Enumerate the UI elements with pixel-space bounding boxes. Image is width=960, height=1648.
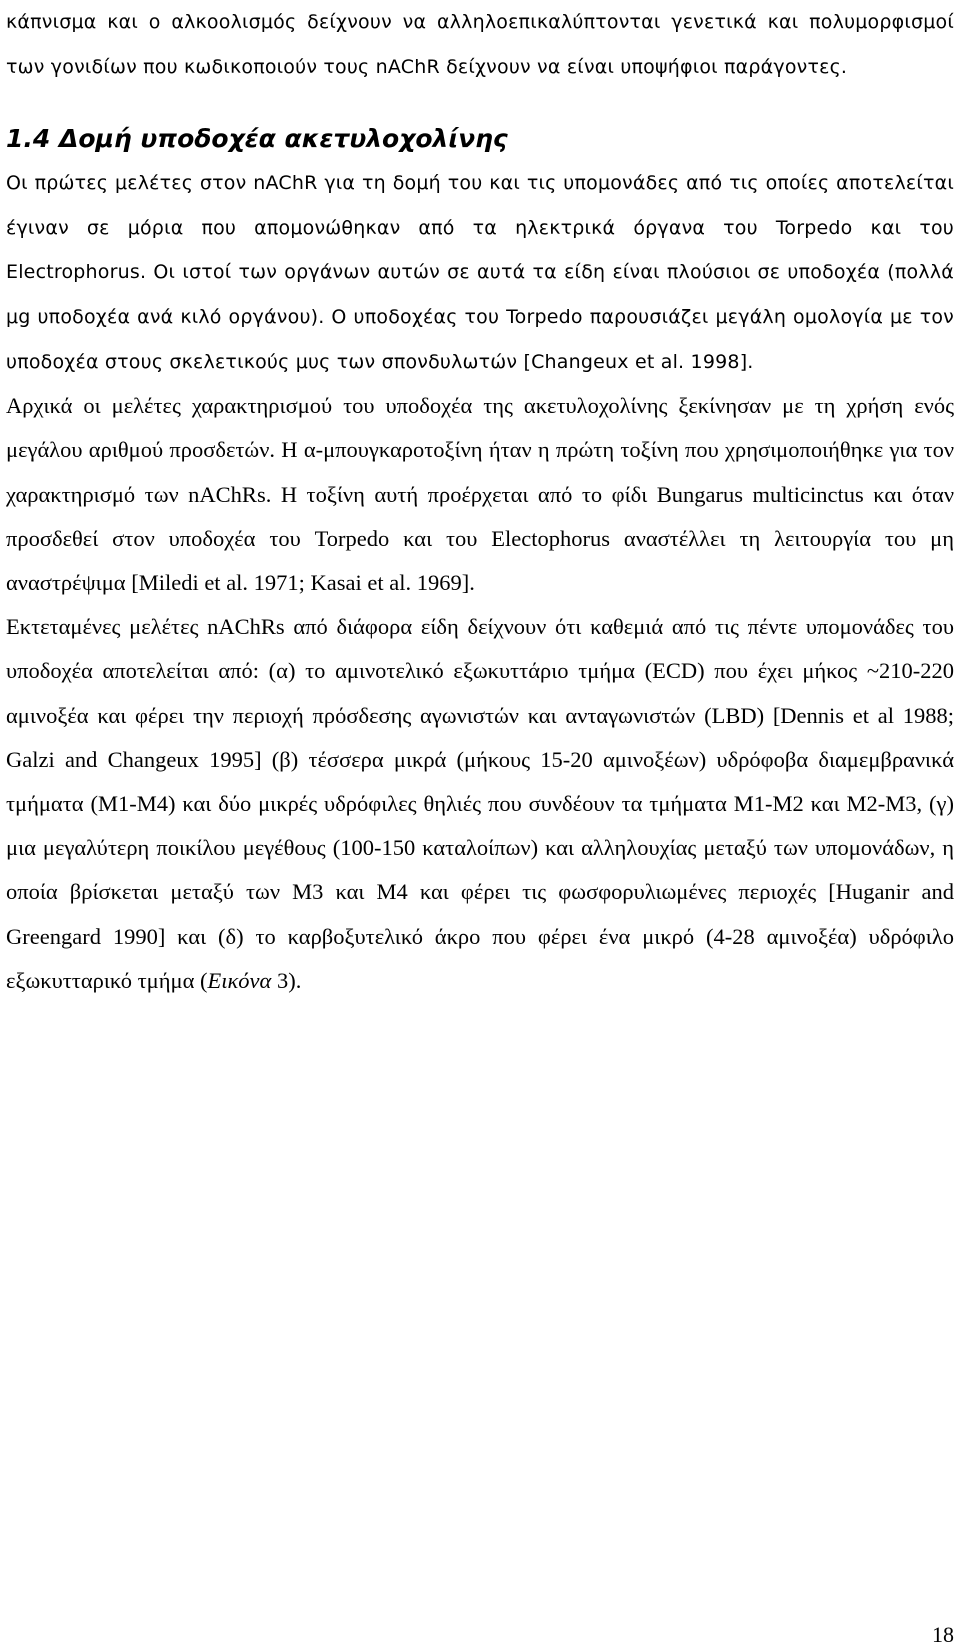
paragraph-subunit-structure <box>6 605 954 1003</box>
document-page <box>6 0 954 1003</box>
paragraph-ligand-studies: Αρχικά οι μελέτες χαρακτηρισμού του υποδοχέα της ακετυλοχολίνης ξεκίνησαν με τη χρήση ενός μεγάλου αριθμού προσδετών. Η α-μπουγκαροτοξίνη ήταν η πρώτη τοξίνη που χρησιμοποιήθηκε για τον χαρακτηρισμό των nAChRs. Η τοξίνη αυτή προέρχεται από το φίδι Bungarus multicinctus και όταν προσδεθεί στον υποδοχέα του Torpedo και του Electophorus αναστέλλει τη λειτουργία του μη αναστρέψιμα [Miledi et al. 1971; Kasai et al. 1969]. <box>6 393 954 595</box>
figure-reference: Εικόνα <box>207 967 272 993</box>
paragraph-subunit-end: 3). <box>271 967 302 993</box>
page-number: 18 <box>932 1622 954 1647</box>
paragraph-subunit-text: Εκτεταμένες μελέτες nAChRs από διάφορα είδη δείχνουν ότι καθεμιά από τις πέντε υπομονάδες του υποδοχέα αποτελείται από: (α) το αμινοτελικό εξωκυττάριο τμήμα (ECD) που έχει μήκος ~210-220 αμινοξέα και φέρει την περιοχή πρόσδεσης αγωνιστών και ανταγωνιστών (LBD) [Dennis et al 1988; Galzi and Changeux 1995] (β) τέσσερα μικρά (μήκους 15-20 αμινοξέων) υδρόφοβα διαμεμβρανικά τμήματα (M1-M4) και δύο μικρές υδρόφιλες θηλιές που συνδέουν τα τμήματα M1-M2 και M2-M3, (γ) μια μεγαλύτερη ποικίλου μεγέθους (100-150 καταλοίπων) και αλληλουχίας μεταξύ των υπομονάδων, η οποία βρίσκεται μεταξύ των M3 και M4 και φέρει τις φωσφορυλιωμένες περιοχές [Huganir and Greengard 1990] και (δ) το καρβοξυτελικό άκρο που φέρει ένα μικρό (4-28 αμινοξέα) υδρόφιλο εξωκυτταρικό τμήμα ( <box>6 614 954 993</box>
section-heading: 1.4 Δομή υποδοχέα ακετυλοχολίνης <box>6 124 508 154</box>
paragraph-intro: κάπνισμα και ο αλκοολισμός δείχνουν να αλληλοεπικαλύπτονται γενετικά και πολυμορφισμοί των γονιδίων που κωδικοποιούν τους nAChR δείχνουν να είναι υποψήφιοι παράγοντες. <box>6 11 954 78</box>
paragraph-structure-studies: Οι πρώτες μελέτες στον nAChR για τη δομή του και τις υπομονάδες από τις οποίες αποτελείται έγιναν σε μόρια που απομονώθηκαν από τα ηλεκτρικά όργανα του Torpedo και του Electrophorus. Οι ιστοί των οργάνων αυτών σε αυτά τα είδη είναι πλούσιοι σε υποδοχέα (πολλά μg υποδοχέα ανά κιλό οργάνου). Ο υποδοχέας του Torpedo παρουσιάζει μεγάλη ομολογία με τον υποδοχέα στους σκελετικούς μυς των σπονδυλωτών [Changeux et al. 1998]. <box>6 172 954 373</box>
